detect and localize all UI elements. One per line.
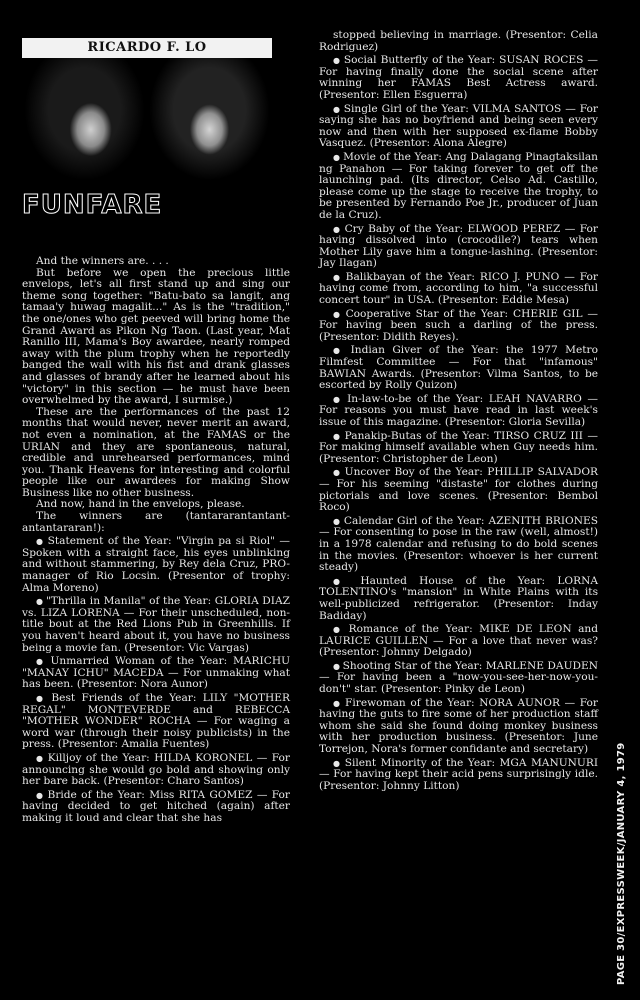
award-item: ● Unmarried Woman of the Year: MARICHU "MANAY ICHU" MACEDA — For unmaking what has been. (Presentor: Nora Aunor) [22, 656, 290, 691]
column-logo: FUNFARE [22, 190, 163, 220]
award-item: ● Cooperative Star of the Year: CHERIE GIL — For having been such a darling of the press. (Presentor: Didith Reyes). [319, 309, 598, 344]
award-item: ● Single Girl of the Year: VILMA SANTOS — For saying she has no boyfriend and being seen every now and then with her supposed ex-flame Bobby Vasquez. (Presentor: Alona Alegre) [319, 104, 598, 150]
award-item: ● Romance of the Year: MIKE DE LEON and LAURICE GUILLEN — For a love that never was? (Presentor: Johnny Delgado) [319, 624, 598, 659]
award-item: ● Balikbayan of the Year: RICO J. PUNO — For having come from, according to him, "a successful concert tour" in USA. (Presentor: Eddie Mesa) [319, 272, 598, 307]
award-item: ● Indian Giver of the Year: the 1977 Metro Filmfest Committee — For that "infamous" BAWIAN Awards. (Presentor: Vilma Santos, to be escorted by Rolly Quizon) [319, 345, 598, 391]
award-item: ● Statement of the Year: "Virgin pa si Riol" — Spoken with a straight face, his eyes unblinking and without stammering, by Rey dela Cruz, PRO-manager of Rio Locsin. (Presentor of trophy: Alma Moreno) [22, 536, 290, 594]
page-footer: PAGE 30/EXPRESSWEEK/JANUARY 4, 1979 [616, 742, 627, 985]
article-paragraph: These are the performances of the past 12 months that would never, never merit an award, not even a nomination, at the FAMAS or the URIAN and they are spontaneous, natural, credible and unrehearsed performances, mind you. Thank Heavens for interesting and colorful people like our awardees for making Show Business like no other business. [22, 405, 290, 499]
award-item: ● Movie of the Year: Ang Dalagang Pinagtaksilan ng Panahon — For taking forever to get off the launching pad. (Its director, Celso Ad. Castillo, please come up the stage to receive the trophy, to be presented by Fernando Poe Jr., producer of Juan de la Cruz). [319, 152, 598, 222]
award-item: ● Social Butterfly of the Year: SUSAN ROCES — For having finally done the social scene after winning her FAMAS Best Actress award. (Presentor: Ellen Esguerra) [319, 55, 598, 101]
award-item: ● "Thrilla in Manila" of the Year: GLORIA DIAZ vs. LIZA LORENA — For their unscheduled, non-title bout at the Red Lions Pub in Greenhills. If you haven't heard about it, you have no business being a movie fan. (Presentor: Vic Vargas) [22, 596, 290, 654]
award-item: ● Shooting Star of the Year: MARLENE DAUDEN — For having been a "now-you-see-her-now-you-don't" star. (Presentor: Pinky de Leon) [319, 661, 598, 696]
award-item: ● Cry Baby of the Year: ELWOOD PEREZ — For having dissolved into (crocodile?) tears when Mother Lily gave him a tongue-lashing. (Presentor: Jay Ilagan) [319, 224, 598, 270]
article-paragraph: And now, hand in the envelops, please. [36, 498, 245, 511]
award-item: ● Uncover Boy of the Year: PHILLIP SALVADOR — For his seeming "distaste" for clothes during pictorials and love scenes. (Presentor: Bembol Roco) [319, 467, 598, 513]
portrait-photo-right [147, 58, 272, 188]
column-header-photo [22, 38, 272, 188]
award-item: ● In-law-to-be of the Year: LEAH NAVARRO — For reasons you must have read in last week's issue of this magazine. (Presentor: Gloria Sevilla) [319, 394, 598, 429]
award-item: ● Silent Minority of the Year: MGA MANUNURI — For having kept their acid pens surprisingly idle. (Presentor: Johnny Litton) [319, 758, 598, 793]
award-item: ● Killjoy of the Year: HILDA KORONEL — For announcing she would go bold and showing only her bare back. (Presentor: Charo Santos) [22, 753, 290, 788]
article-paragraph: stopped believing in marriage. (Presentor: Celia Rodriguez) [319, 29, 598, 53]
article-paragraph: And the winners are. . . . [36, 255, 169, 267]
award-item: ● Panakip-Butas of the Year: TIRSO CRUZ III — For making himself available when Guy needs him. (Presentor: Christopher de Leon) [319, 431, 598, 466]
award-item: ● Calendar Girl of the Year: AZENITH BRIONES — For consenting to pose in the raw (well, almost!) in a 1978 calendar and refusing to do bold scenes in the movies. (Presentor: whoever is her current steady) [319, 516, 598, 574]
award-item: ● Firewoman of the Year: NORA AUNOR — For having the guts to fire some of her production staff whom she said she found doing monkey business with her production business. (Presentor: June Torrejon, Nora's former confidante and secretary) [319, 698, 598, 756]
article-paragraph: The winners are (tantararantantant-antantararan!): [22, 510, 290, 534]
article-column-left [22, 256, 290, 825]
portrait-photo-left [22, 58, 147, 188]
award-item: ● Bride of the Year: Miss RITA GOMEZ — For having decided to get hitched (again) after making it loud and clear that she has [22, 790, 290, 825]
award-item: ● Best Friends of the Year: LILY "MOTHER REGAL" MONTEVERDE and REBECCA "MOTHER WONDER" ROCHA — For waging a word war (through their noisy publicists) in the press. (Presentor: Amalia Fuentes) [22, 693, 290, 751]
article-column-right [319, 30, 598, 792]
award-item: ● Haunted House of the Year: LORNA TOLENTINO's "mansion" in White Plains with its well-publicized refrigerator. (Presentor: Inday Badiday) [319, 576, 598, 622]
byline: RICARDO F. LO [87, 40, 207, 55]
article-paragraph: But before we open the precious little envelops, let's all first stand up and sing our theme song together: "Batu-bato sa langit, ang tamaa'y huwag magalit..." As is the "tradition," the one/ones who get peeved will bring home the Grand Award as Pikon Ng Taon. (Last year, Mat Ranillo III, Mama's Boy awardee, nearly romped away with the plum trophy when he reportedly banged the wall with his fist and drank glasses and glasses of brandy after he learned about his "victory" in this section — he must have been overwhelmed by the award, I surmise.) [22, 266, 290, 407]
